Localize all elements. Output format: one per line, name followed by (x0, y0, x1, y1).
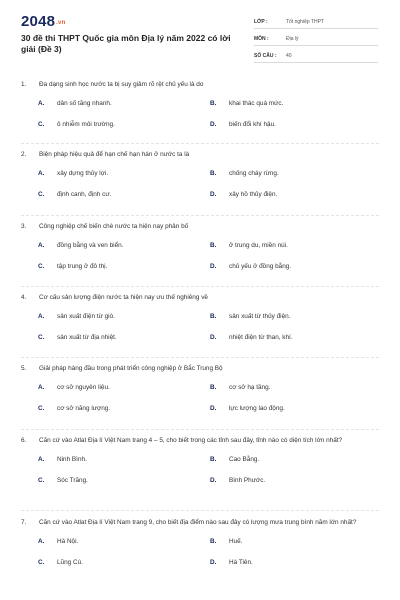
question-divider (21, 143, 379, 144)
question-6 (21, 436, 391, 488)
question-text: Căn cứ vào Atlat Địa lí Việt Nam trang 9, cho biết địa điểm nào sau đây có lượng mưa trung bình năm lớn nhất? (39, 519, 357, 526)
option-a[interactable] (21, 99, 191, 111)
option-text: sản xuất từ địa nhiệt. (57, 334, 117, 341)
option-b[interactable] (193, 241, 363, 253)
question-number: 5. (21, 365, 27, 372)
option-b[interactable] (193, 383, 363, 395)
option-text: ở trung du, miền núi. (229, 242, 288, 249)
option-text: Sóc Trăng. (57, 477, 88, 484)
option-a[interactable] (21, 169, 191, 181)
option-letter: D. (210, 477, 217, 484)
question-text: Căn cứ vào Atlat Địa lí Việt Nam trang 4 – 5, cho biết trong các tỉnh sau đây, tỉnh nào có diện tích lớn nhất? (39, 437, 343, 444)
option-a[interactable] (21, 241, 191, 253)
option-letter: C. (38, 559, 45, 566)
option-letter: B. (210, 242, 217, 249)
question-2 (21, 150, 391, 202)
option-c[interactable] (21, 404, 191, 416)
option-c[interactable] (21, 558, 191, 570)
question-number: 2. (21, 151, 27, 158)
option-letter: D. (210, 334, 217, 341)
option-a[interactable] (21, 455, 191, 467)
option-text: khai thác quá mức. (229, 100, 284, 107)
question-text: Cơ cấu sản lượng điện nước ta hiện nay ưu thế nghiêng về (39, 294, 208, 301)
option-d[interactable] (193, 262, 363, 274)
option-text: cơ sở năng lượng. (57, 405, 111, 412)
option-text: Bình Phước. (229, 477, 266, 484)
option-letter: D. (210, 263, 217, 270)
option-text: Hà Tiên. (229, 559, 253, 566)
option-letter: D. (210, 559, 217, 566)
site-logo[interactable] (21, 13, 65, 30)
option-a[interactable] (21, 537, 191, 549)
question-1 (21, 80, 391, 132)
option-letter: A. (38, 242, 45, 249)
option-text: xây dựng thủy lợi. (57, 170, 109, 177)
question-5 (21, 364, 391, 416)
option-letter: B. (210, 384, 217, 391)
question-divider (21, 357, 379, 358)
option-text: cơ sở nguyên liệu. (57, 384, 110, 391)
option-text: Ninh Bình. (57, 456, 87, 463)
meta-key: SỐ CÂU : (254, 53, 277, 59)
option-text: định canh, định cư. (57, 191, 112, 198)
option-letter: B. (210, 100, 217, 107)
question-number: 6. (21, 437, 27, 444)
option-letter: B. (210, 170, 217, 177)
option-text: Hà Nội. (57, 538, 79, 545)
option-c[interactable] (21, 333, 191, 345)
question-number: 4. (21, 294, 27, 301)
option-text: chủ yếu ở đồng bằng. (229, 263, 292, 270)
question-number: 3. (21, 223, 27, 230)
option-text: đồng bằng và ven biển. (57, 242, 124, 249)
option-letter: C. (38, 477, 45, 484)
option-letter: C. (38, 405, 45, 412)
option-letter: C. (38, 191, 45, 198)
option-text: xây hồ thủy điện. (229, 191, 278, 198)
option-letter: B. (210, 456, 217, 463)
document-title: 30 đề thi THPT Quốc gia môn Địa lý năm 2022 có lời giải (Đề 3) (21, 33, 231, 54)
option-letter: A. (38, 313, 45, 320)
question-divider (21, 429, 379, 430)
option-d[interactable] (193, 333, 363, 345)
option-letter: B. (210, 538, 217, 545)
option-d[interactable] (193, 190, 363, 202)
option-text: biến đổi khí hậu. (229, 121, 276, 128)
option-d[interactable] (193, 558, 363, 570)
question-number: 7. (21, 519, 27, 526)
option-c[interactable] (21, 120, 191, 132)
option-b[interactable] (193, 455, 363, 467)
option-text: Lũng Cú. (57, 559, 83, 566)
option-letter: B. (210, 313, 217, 320)
question-text: Biện pháp hiệu quả để hạn chế hạn hán ở nước ta là (39, 151, 190, 158)
logo-text: 2048 (21, 13, 56, 30)
option-letter: D. (210, 191, 217, 198)
meta-key: LỚP : (254, 19, 268, 25)
option-text: tập trung ở đô thị. (57, 263, 108, 270)
option-letter: C. (38, 334, 45, 341)
option-c[interactable] (21, 476, 191, 488)
option-text: Huế. (229, 538, 243, 545)
option-text: chống cháy rừng. (229, 170, 279, 177)
meta-value: 40 (286, 53, 292, 59)
option-c[interactable] (21, 262, 191, 274)
meta-row-count (254, 47, 378, 63)
option-b[interactable] (193, 312, 363, 324)
option-b[interactable] (193, 169, 363, 181)
option-letter: C. (38, 121, 45, 128)
option-text: nhiệt điện từ than, khí. (229, 334, 293, 341)
option-b[interactable] (193, 537, 363, 549)
meta-row-class (254, 13, 378, 29)
option-text: dân số tăng nhanh. (57, 100, 112, 107)
option-d[interactable] (193, 404, 363, 416)
option-b[interactable] (193, 99, 363, 111)
question-number: 1. (21, 81, 27, 88)
question-4 (21, 293, 391, 345)
question-divider (21, 510, 379, 511)
option-text: cơ sở hạ tầng. (229, 384, 271, 391)
meta-key: MÔN : (254, 36, 269, 42)
option-letter: A. (38, 170, 45, 177)
option-d[interactable] (193, 476, 363, 488)
document-meta (254, 13, 378, 64)
option-text: sản xuất từ thủy điện. (229, 313, 291, 320)
question-divider (21, 286, 379, 287)
meta-value: Tốt nghiệp THPT (286, 19, 324, 25)
option-a[interactable] (21, 312, 191, 324)
question-text: Giải pháp hàng đầu trong phát triển công nghiệp ở Bắc Trung Bộ (39, 365, 223, 372)
meta-value: Địa lý (286, 36, 299, 42)
option-d[interactable] (193, 120, 363, 132)
option-text: lực lượng lao động. (229, 405, 285, 412)
option-text: sản xuất điện từ gió. (57, 313, 115, 320)
question-3 (21, 222, 391, 274)
option-letter: A. (38, 456, 45, 463)
option-a[interactable] (21, 383, 191, 395)
option-letter: A. (38, 538, 45, 545)
option-letter: D. (210, 405, 217, 412)
option-text: Cao Bằng. (229, 456, 260, 463)
option-letter: D. (210, 121, 217, 128)
option-text: ô nhiễm môi trường. (57, 121, 115, 128)
option-letter: A. (38, 384, 45, 391)
meta-row-subject (254, 30, 378, 46)
option-letter: A. (38, 100, 45, 107)
question-text: Công nghiệp chế biến chè nước ta hiện nay phân bố (39, 223, 189, 230)
option-letter: C. (38, 263, 45, 270)
question-divider (21, 215, 379, 216)
question-7 (21, 518, 391, 570)
logo-suffix: .vn (56, 20, 66, 26)
question-text: Đa dạng sinh học nước ta bị suy giảm rõ rệt chủ yếu là do (39, 81, 204, 88)
option-c[interactable] (21, 190, 191, 202)
